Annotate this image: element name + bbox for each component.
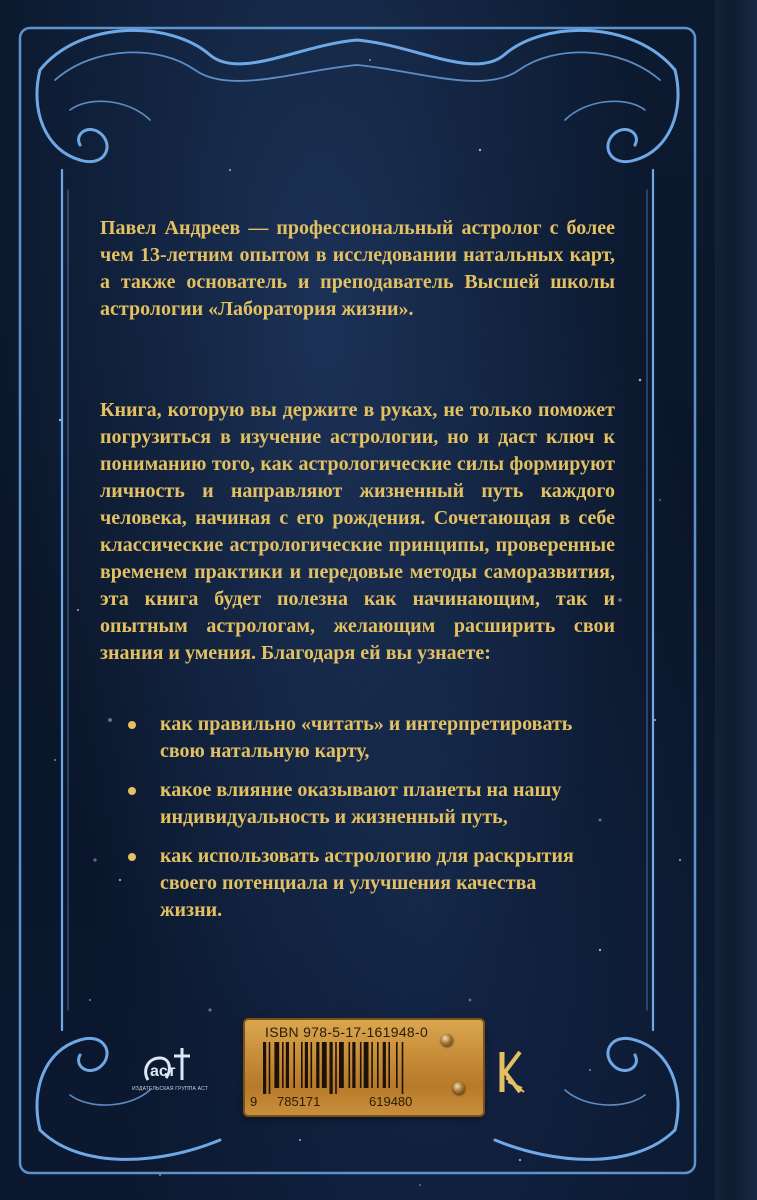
author-bio: Павел Андреев — профессиональный астролог с более чем 13-летним опытом в исследовании натальных карт, а также основатель и преподаватель Высшей школы астрологии «Лаборатория жизни». <box>100 217 615 320</box>
rivet-icon <box>441 1034 453 1046</box>
list-item <box>125 711 595 765</box>
bullet-icon <box>128 853 136 861</box>
isbn-label: ISBN 978-5-17-161948-0 <box>265 1024 429 1040</box>
isbn-barcode-plate <box>245 1020 483 1115</box>
list-item-text: как использовать астрологию для раскрытия своего потенциала и улучшения качества жизни. <box>160 845 574 921</box>
rivet-icon <box>453 1082 465 1094</box>
book-description: Книга, которую вы держите в руках, не только поможет погрузиться в изучение астрологии, но и даст ключ к пониманию того, как астрологические силы формируют личность и направляют жизненный путь каждого человека, начиная с его рождения. Сочетающая в себе классические астрологические принципы, проверенные временем практики и передовые методы саморазвития, эта книга будет полезна как начинающим, так и опытным астрологам, желающим расширить свои знания и умения. Благодаря ей вы узнаете: <box>100 399 615 664</box>
list-item <box>125 843 595 924</box>
isbn-digit-first: 9 <box>250 1094 258 1109</box>
publisher-caption: ИЗДАТЕЛЬСКАЯ ГРУППА АСТ <box>132 1086 208 1092</box>
svg-text:аст: аст <box>150 1063 176 1080</box>
barcode <box>261 1042 467 1094</box>
isbn-digits-left: 785171 <box>277 1094 321 1109</box>
book-spine-edge <box>715 0 757 1200</box>
list-item-text: какое влияние оказывают планеты на нашу индивидуальность и жизненный путь, <box>160 779 562 828</box>
ast-logo-icon <box>140 1040 200 1088</box>
imprint-k-logo-icon <box>496 1048 526 1096</box>
list-item <box>125 777 595 831</box>
bullet-icon <box>128 787 136 795</box>
publisher-logo <box>132 1040 208 1100</box>
benefits-list <box>125 711 595 936</box>
bullet-icon <box>128 721 136 729</box>
isbn-digits-right: 619480 <box>369 1094 413 1109</box>
list-item-text: как правильно «читать» и интерпретировать свою натальную карту, <box>160 713 573 762</box>
